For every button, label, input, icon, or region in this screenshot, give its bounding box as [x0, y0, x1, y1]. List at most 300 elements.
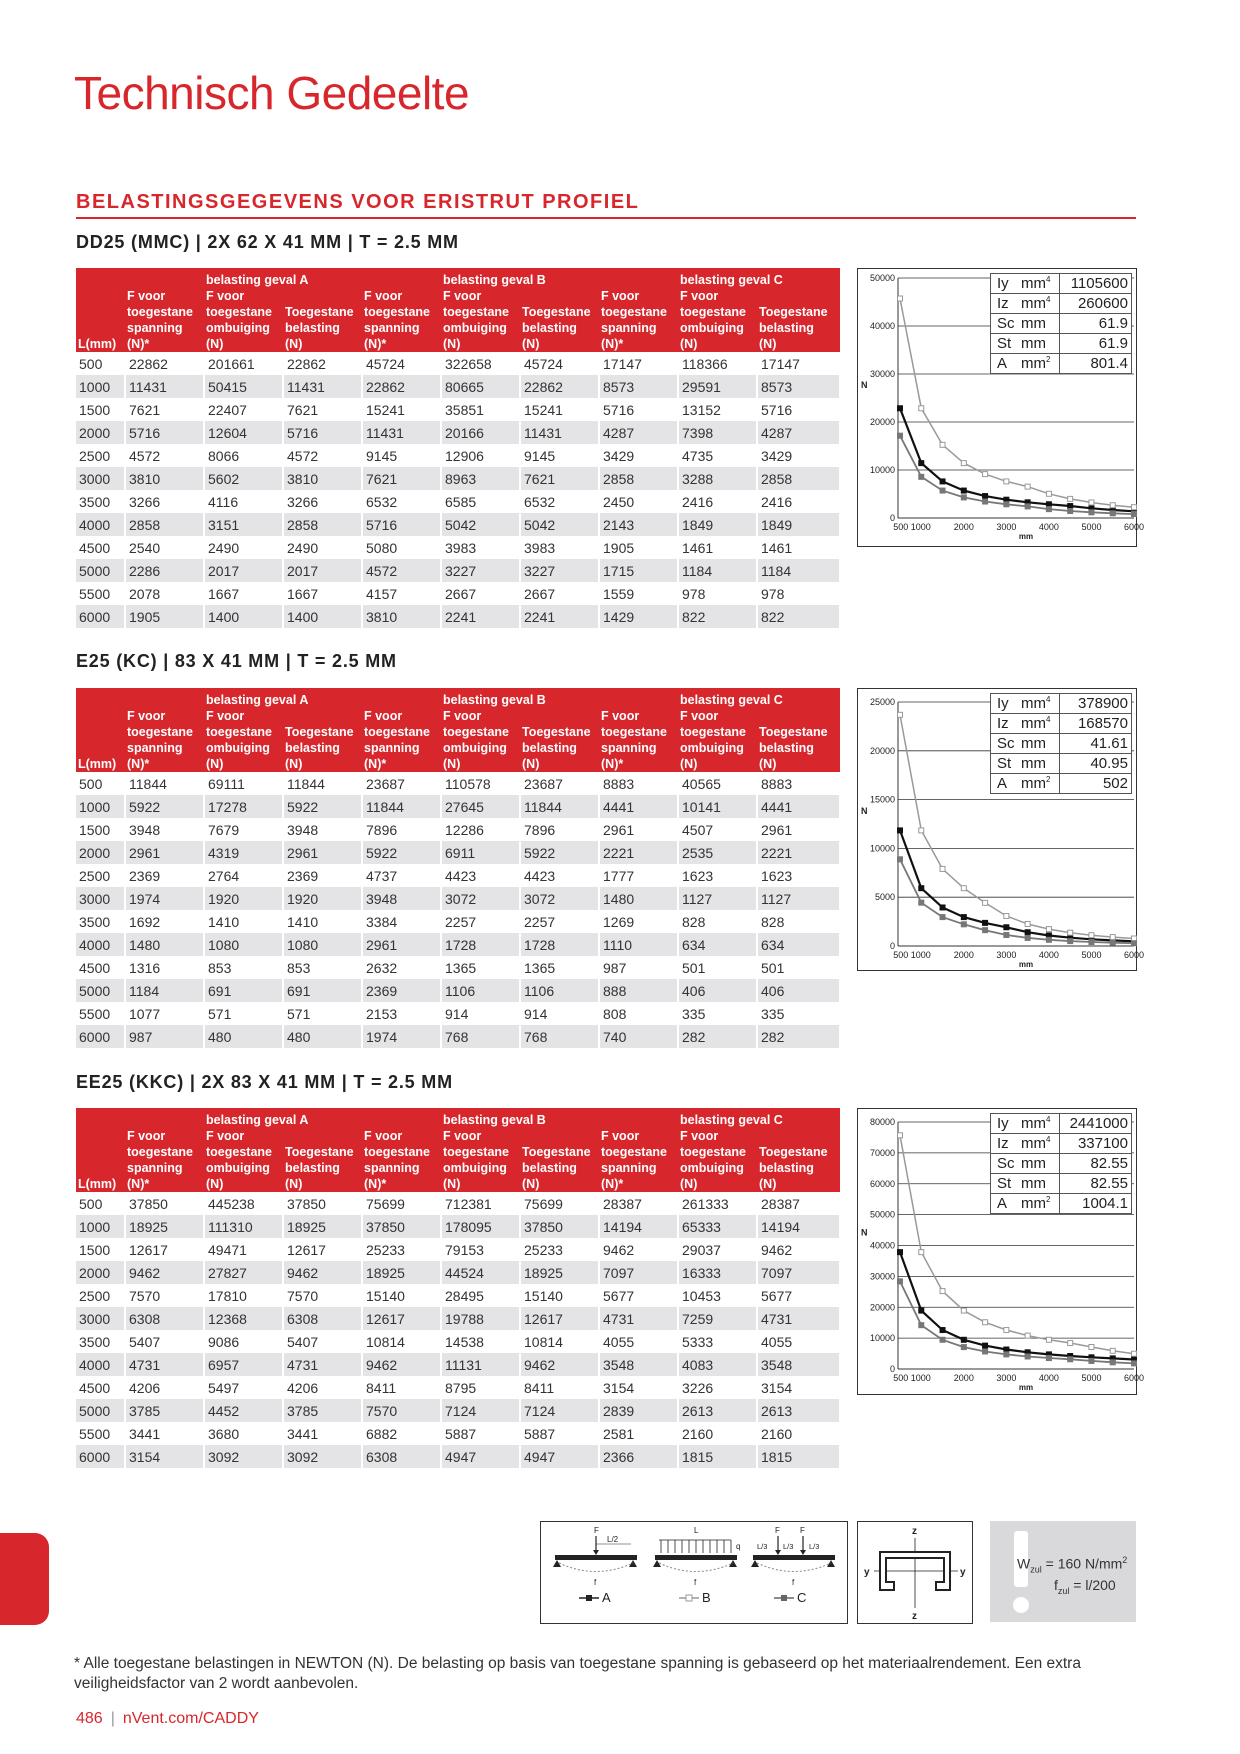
column-header-line: Toegestane [759, 1145, 828, 1159]
beam-c [753, 1555, 835, 1560]
value-cell: 69111 [204, 772, 283, 795]
data-point-c [1110, 511, 1115, 516]
column-header-line: (N) [680, 337, 698, 351]
value-cell: 7621 [520, 467, 599, 490]
value-cell: 4731 [283, 1353, 362, 1376]
property-unit-text: mm [1021, 1175, 1046, 1192]
value-cell: 22862 [283, 352, 362, 375]
column-header-line: toegestane [443, 725, 509, 739]
legend-label-c: C [797, 1590, 807, 1605]
footnote: * Alle toegestane belastingen in NEWTON (N). De belasting op basis van toegestane spanning is gebaseerd op het materiaalrendement. Een extra veiligheidsfactor van 2 wordt aanbevolen. [74, 1655, 1081, 1692]
length-column-header [76, 1128, 125, 1192]
column-header-line: belasting [759, 321, 814, 335]
value-cell: 11844 [520, 795, 599, 818]
value-cell: 1920 [283, 887, 362, 910]
data-point-b [919, 406, 924, 411]
column-header-line: toegestane [127, 305, 193, 319]
x-tick-label: 4000 [1038, 1373, 1059, 1383]
value-cell: 2221 [757, 841, 840, 864]
column-header [125, 708, 204, 772]
y-tick-label: 30000 [869, 1271, 895, 1282]
property-unit-text: mm [1021, 715, 1046, 732]
column-header-line: (N) [285, 337, 303, 351]
value-cell: 25233 [520, 1238, 599, 1261]
column-header-line: belasting [285, 741, 340, 755]
load-chart [857, 1108, 1145, 1395]
x-tick-label: 4000 [1038, 522, 1059, 532]
value-cell: 2257 [520, 910, 599, 933]
data-point-b [1110, 1348, 1115, 1353]
data-point-c [1132, 512, 1137, 517]
stress-symbol: W [1017, 1555, 1031, 1572]
column-header-line: ombuiging [443, 321, 507, 335]
column-header-line: spanning [601, 321, 657, 335]
data-point-c [1132, 941, 1137, 946]
column-header-line: ombuiging [206, 741, 270, 755]
value-cell: 480 [204, 1025, 283, 1048]
value-cell: 2257 [441, 910, 520, 933]
table-row [76, 1002, 840, 1025]
value-cell: 28387 [757, 1192, 840, 1215]
value-cell: 712381 [441, 1192, 520, 1215]
value-cell: 322658 [441, 352, 520, 375]
value-cell: 10141 [678, 795, 757, 818]
value-cell: 3226 [678, 1376, 757, 1399]
value-cell: 7570 [125, 1284, 204, 1307]
value-cell: 28495 [441, 1284, 520, 1307]
property-symbol: Iz [997, 295, 1009, 312]
force-f-label: F [775, 1526, 780, 1535]
value-cell: 987 [125, 1025, 204, 1048]
force-arrow-head [775, 1550, 781, 1555]
property-row [991, 1194, 1132, 1214]
value-cell: 79153 [441, 1238, 520, 1261]
value-cell: 37850 [362, 1215, 441, 1238]
data-point-c [898, 857, 903, 862]
value-cell: 3227 [441, 559, 520, 582]
property-symbol: Iy [997, 275, 1009, 292]
value-cell: 501 [678, 956, 757, 979]
property-unit-exponent: 4 [1046, 1115, 1051, 1124]
value-cell: 4572 [283, 444, 362, 467]
value-cell: 3092 [204, 1445, 283, 1468]
value-cell: 4441 [599, 795, 678, 818]
value-cell: 2153 [362, 1002, 441, 1025]
property-value: 502 [1060, 774, 1132, 794]
deflection-curve [757, 1563, 831, 1572]
value-cell: 9462 [125, 1261, 204, 1284]
data-point-c [1046, 1356, 1051, 1361]
value-cell: 6308 [125, 1307, 204, 1330]
value-cell: 7398 [678, 421, 757, 444]
value-cell: 7621 [125, 398, 204, 421]
load-case-diagram [540, 1521, 848, 1624]
property-unit [1019, 1174, 1060, 1194]
value-cell: 3072 [520, 887, 599, 910]
table-row [76, 1330, 840, 1353]
data-point-b [1025, 921, 1030, 926]
value-cell: 12617 [520, 1307, 599, 1330]
table-row [76, 513, 840, 536]
x-tick-label: 2000 [953, 950, 974, 960]
column-header-line [759, 709, 840, 724]
stress-sub: zul [1030, 1564, 1042, 1575]
value-cell: 8883 [599, 772, 678, 795]
x-tick-label: 500 1000 [893, 522, 931, 532]
value-cell: 1849 [757, 513, 840, 536]
value-cell: 3810 [283, 467, 362, 490]
value-cell: 16333 [678, 1261, 757, 1284]
column-header [520, 1128, 599, 1192]
value-cell: 2858 [599, 467, 678, 490]
deflection-f-label: f [594, 1578, 597, 1587]
beam-a [555, 1555, 637, 1560]
column-header [125, 288, 204, 352]
property-unit-text: mm [1021, 1155, 1046, 1172]
data-point-a [898, 406, 903, 411]
value-cell: 11431 [283, 375, 362, 398]
property-row [991, 274, 1132, 294]
value-cell: 2241 [441, 605, 520, 628]
column-header-line: toegestane [680, 305, 746, 319]
value-cell: 7896 [520, 818, 599, 841]
deflection-f-label: f [694, 1578, 697, 1587]
property-unit-exponent: 4 [1046, 295, 1051, 304]
length-cell: 5500 [76, 1002, 125, 1025]
column-header-line: (N)* [127, 757, 150, 771]
property-unit-text: mm [1021, 355, 1046, 372]
data-point-b [1089, 1345, 1094, 1350]
data-point-a [983, 1343, 988, 1348]
property-unit [1019, 694, 1060, 714]
length-cell: 1500 [76, 398, 125, 421]
property-value: 1105600 [1060, 274, 1132, 294]
value-cell: 3072 [441, 887, 520, 910]
value-cell: 4423 [441, 864, 520, 887]
data-point-c [961, 1345, 966, 1350]
value-cell: 5716 [283, 421, 362, 444]
column-header [678, 288, 757, 352]
value-cell: 75699 [362, 1192, 441, 1215]
y-tick-label: 10000 [869, 843, 895, 854]
data-point-c [961, 495, 966, 500]
value-cell: 3266 [125, 490, 204, 513]
page-edge-tab [0, 1533, 49, 1625]
span-l-label: L [694, 1526, 699, 1535]
column-header-line: F voor [443, 709, 482, 723]
value-cell: 29591 [678, 375, 757, 398]
y-tick-label: 0 [889, 941, 895, 951]
value-cell: 11844 [362, 795, 441, 818]
column-header [125, 1128, 204, 1192]
value-cell: 45724 [520, 352, 599, 375]
table-row [76, 467, 840, 490]
data-point-b [983, 472, 988, 477]
value-cell: 1077 [125, 1002, 204, 1025]
legend-marker-b [686, 1595, 692, 1601]
property-unit [1019, 274, 1060, 294]
table-row [76, 910, 840, 933]
force-f-label: F [594, 1526, 599, 1535]
value-cell: 6585 [441, 490, 520, 513]
group-header: belasting geval B [441, 1108, 678, 1128]
length-cell: 4000 [76, 933, 125, 956]
length-cell: 4500 [76, 1376, 125, 1399]
data-point-b [1004, 1328, 1009, 1333]
length-cell: 3000 [76, 1307, 125, 1330]
y-axis-label: N [861, 380, 868, 390]
column-header-line: F voor [206, 1129, 245, 1143]
value-cell: 1365 [520, 956, 599, 979]
column-header-line: (N) [206, 337, 224, 351]
data-point-b [961, 886, 966, 891]
value-cell: 3154 [125, 1445, 204, 1468]
y-tick-label: 70000 [869, 1147, 895, 1158]
axis-z-top: z [912, 1526, 917, 1537]
value-cell: 2961 [362, 933, 441, 956]
group-header: belasting geval B [441, 688, 678, 708]
value-cell: 12617 [125, 1238, 204, 1261]
property-name [991, 734, 1020, 754]
value-cell: 4731 [599, 1307, 678, 1330]
column-header-line: toegestane [364, 725, 430, 739]
value-cell: 201661 [204, 352, 283, 375]
column-header-line: spanning [364, 741, 420, 755]
property-unit-text: mm [1021, 1115, 1046, 1132]
value-cell: 2416 [678, 490, 757, 513]
axis-z-bottom: z [912, 1611, 917, 1622]
value-cell: 1184 [678, 559, 757, 582]
property-unit-text: mm [1021, 735, 1046, 752]
value-cell: 1127 [757, 887, 840, 910]
property-unit [1019, 734, 1060, 754]
value-cell: 17147 [599, 352, 678, 375]
column-header-line: F voor [680, 289, 719, 303]
column-header-line: Toegestane [285, 1145, 354, 1159]
value-cell: 4507 [678, 818, 757, 841]
table-row [76, 1399, 840, 1422]
load-table [76, 268, 841, 628]
length-cell: 4500 [76, 956, 125, 979]
value-cell: 2450 [599, 490, 678, 513]
property-name [991, 1174, 1020, 1194]
data-point-b [983, 1320, 988, 1325]
property-unit-text: mm [1021, 775, 1046, 792]
table-row [76, 536, 840, 559]
data-point-b [1025, 484, 1030, 489]
value-cell: 335 [757, 1002, 840, 1025]
value-cell: 9462 [362, 1353, 441, 1376]
column-header-line [285, 709, 362, 724]
length-cell: 1000 [76, 375, 125, 398]
value-cell: 6308 [283, 1307, 362, 1330]
column-header-line: (N) [285, 757, 303, 771]
length-cell: 2500 [76, 444, 125, 467]
group-header: belasting geval B [441, 268, 678, 288]
property-row [991, 314, 1132, 334]
y-tick-label: 0 [889, 513, 895, 523]
value-cell: 7896 [362, 818, 441, 841]
column-header-line: spanning [127, 741, 183, 755]
property-name [991, 1114, 1020, 1134]
value-cell: 178095 [441, 1215, 520, 1238]
value-cell: 2416 [757, 490, 840, 513]
column-header-line: toegestane [601, 1145, 667, 1159]
value-cell: 1429 [599, 605, 678, 628]
column-header-line: spanning [364, 321, 420, 335]
property-row [991, 354, 1132, 374]
value-cell: 75699 [520, 1192, 599, 1215]
y-tick-label: 50000 [869, 1209, 895, 1220]
legend-label-a: A [602, 1590, 611, 1605]
value-cell: 2221 [599, 841, 678, 864]
value-cell: 2286 [125, 559, 204, 582]
property-value: 1004.1 [1060, 1194, 1132, 1214]
data-point-c [919, 900, 924, 905]
table-row [76, 1353, 840, 1376]
deflection-symbol: f [1054, 1577, 1058, 1593]
column-header-line [522, 1129, 599, 1144]
property-unit [1019, 314, 1060, 334]
data-point-a [1004, 1347, 1009, 1352]
property-unit-exponent: 4 [1046, 715, 1051, 724]
series-line-a [900, 830, 1134, 941]
value-cell: 1815 [757, 1445, 840, 1468]
property-symbol: Sc [997, 1155, 1015, 1172]
data-point-b [1068, 930, 1073, 935]
value-cell: 5716 [362, 513, 441, 536]
y-tick-label: 5000 [874, 892, 895, 903]
column-header [441, 1128, 520, 1192]
column-header-line: toegestane [680, 1145, 746, 1159]
property-unit-text: mm [1021, 295, 1046, 312]
header-corner [76, 688, 204, 708]
column-header-line: F voor [601, 289, 640, 303]
y-tick-label: 20000 [869, 745, 895, 756]
value-cell: 4116 [204, 490, 283, 513]
property-name [991, 774, 1020, 794]
value-cell: 5677 [599, 1284, 678, 1307]
data-point-b [1025, 1333, 1030, 1338]
length-cell: 4000 [76, 1353, 125, 1376]
value-cell: 4319 [204, 841, 283, 864]
data-point-c [940, 488, 945, 493]
value-cell: 1106 [520, 979, 599, 1002]
value-cell: 480 [283, 1025, 362, 1048]
value-cell: 1080 [204, 933, 283, 956]
value-cell: 2535 [678, 841, 757, 864]
table-row [76, 1284, 840, 1307]
value-cell: 4735 [678, 444, 757, 467]
deflection-curve [659, 1563, 733, 1572]
y-tick-label: 50000 [869, 273, 895, 283]
property-unit-exponent: 4 [1046, 695, 1051, 704]
column-header-line: (N)* [601, 337, 624, 351]
value-cell: 10814 [362, 1330, 441, 1353]
value-cell: 1777 [599, 864, 678, 887]
y-tick-label: 25000 [869, 697, 895, 707]
column-header-line: toegestane [127, 1145, 193, 1159]
column-header-line: F voor [364, 709, 403, 723]
value-cell: 4947 [520, 1445, 599, 1468]
property-name [991, 294, 1020, 314]
value-cell: 5922 [520, 841, 599, 864]
value-cell: 5922 [125, 795, 204, 818]
value-cell: 3429 [599, 444, 678, 467]
property-unit-text: mm [1021, 755, 1046, 772]
stress-limit: $W_{zul} = 160$ $N/mm^2$ [1017, 1555, 1128, 1575]
value-cell: 25233 [362, 1238, 441, 1261]
column-header-line: toegestane [364, 1145, 430, 1159]
x-tick-label: 6000 [1123, 950, 1145, 960]
value-cell: 1365 [441, 956, 520, 979]
y-tick-label: 15000 [869, 794, 895, 805]
column-header-line: spanning [364, 1161, 420, 1175]
footer-link[interactable]: nVent.com/CADDY [122, 1710, 259, 1727]
column-header-line: spanning [601, 1161, 657, 1175]
data-point-c [983, 928, 988, 933]
value-cell: 65333 [678, 1215, 757, 1238]
column-header-line [522, 709, 599, 724]
force-arrow-head [800, 1550, 806, 1555]
length-cell: 5500 [76, 582, 125, 605]
value-cell: 2613 [678, 1399, 757, 1422]
value-cell: 22407 [204, 398, 283, 421]
table-row [76, 1307, 840, 1330]
column-header-line: F voor [206, 709, 245, 723]
value-cell: 3154 [757, 1376, 840, 1399]
property-row [991, 734, 1132, 754]
value-cell: 1905 [125, 605, 204, 628]
data-point-c [940, 1337, 945, 1342]
half-span-label: L/2 [607, 1535, 619, 1544]
legend-marker-a [586, 1595, 592, 1601]
y-axis-label: N [861, 806, 868, 816]
header-corner [76, 1108, 204, 1128]
value-cell: 6882 [362, 1422, 441, 1445]
value-cell: 40565 [678, 772, 757, 795]
y-tick-label: 40000 [869, 1240, 895, 1251]
value-cell: 1080 [283, 933, 362, 956]
value-cell: 5922 [362, 841, 441, 864]
column-header-line: (N) [443, 337, 461, 351]
value-cell: 1905 [599, 536, 678, 559]
value-cell: 5042 [441, 513, 520, 536]
deflection-limit [1054, 1577, 1116, 1596]
data-point-b [919, 828, 924, 833]
value-cell: 2366 [599, 1445, 678, 1468]
value-cell: 5887 [441, 1422, 520, 1445]
x-tick-label: 3000 [996, 950, 1017, 960]
x-tick-label: 5000 [1081, 522, 1102, 532]
value-cell: 45724 [362, 352, 441, 375]
value-cell: 20166 [441, 421, 520, 444]
value-cell: 19788 [441, 1307, 520, 1330]
column-header-line: toegestane [127, 725, 193, 739]
column-header-line: F voor [206, 289, 245, 303]
column-header [599, 708, 678, 772]
column-header-line: ombuiging [680, 1161, 744, 1175]
value-cell: 2369 [362, 979, 441, 1002]
column-header-line: F voor [443, 1129, 482, 1143]
data-point-c [898, 433, 903, 438]
column-header-line: F voor [443, 289, 482, 303]
column-header-line [285, 289, 362, 304]
value-cell: 5677 [757, 1284, 840, 1307]
value-cell: 2961 [283, 841, 362, 864]
length-cell: 1500 [76, 1238, 125, 1261]
value-cell: 4055 [757, 1330, 840, 1353]
